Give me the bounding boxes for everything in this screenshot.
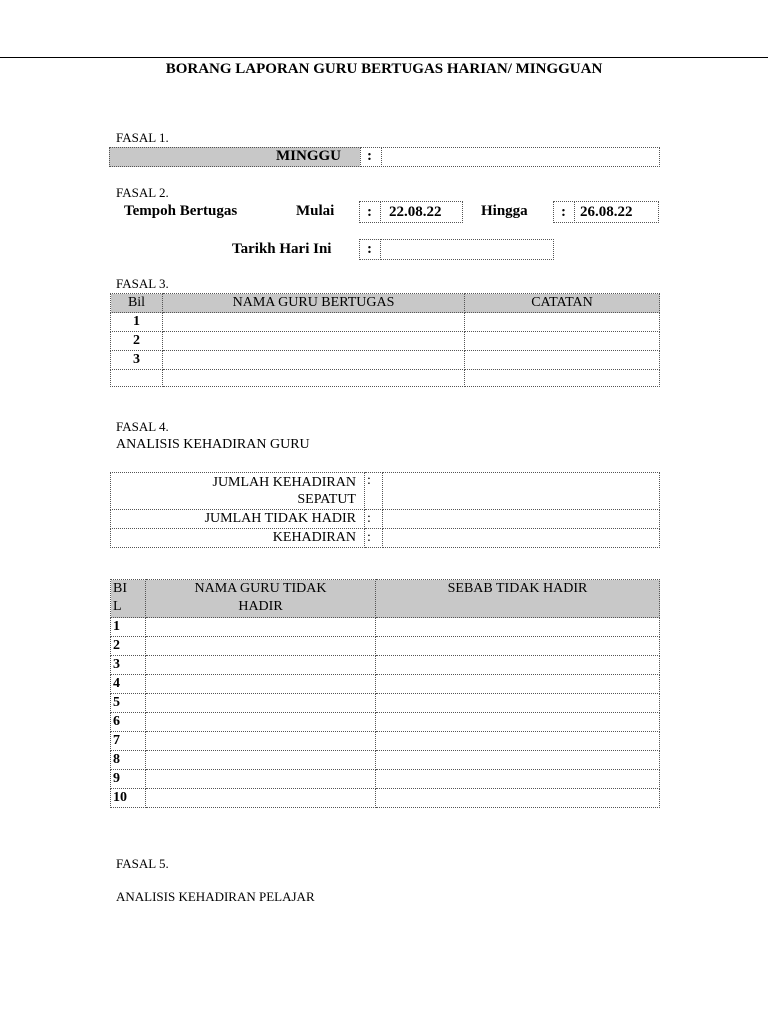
- fasal5-subheading: ANALISIS KEHADIRAN PELAJAR: [116, 889, 315, 904]
- nama-cell[interactable]: [163, 370, 465, 387]
- col-header-bil: Bil: [111, 294, 163, 313]
- nama-cell[interactable]: [146, 618, 376, 637]
- table-row: 2: [111, 637, 660, 656]
- summary-value-cell[interactable]: [383, 510, 660, 529]
- col-header-bil: BI L: [111, 580, 146, 618]
- nama-cell[interactable]: [146, 637, 376, 656]
- guru-bertugas-table: [110, 293, 660, 387]
- nama-cell[interactable]: [146, 789, 376, 808]
- nama-cell[interactable]: [146, 656, 376, 675]
- fasal4-subheading: ANALISIS KEHADIRAN GURU: [116, 437, 310, 452]
- minggu-field[interactable]: [381, 147, 660, 167]
- summary-row: JUMLAH KEHADIRAN SEPATUT :: [111, 473, 660, 510]
- fasal1-heading: FASAL 1.: [116, 130, 169, 145]
- fasal3-heading: FASAL 3.: [116, 276, 169, 291]
- col-header-catatan: CATATAN: [465, 294, 660, 313]
- sebab-cell[interactable]: [376, 732, 660, 751]
- catatan-cell[interactable]: [465, 332, 660, 351]
- table-header-row: [111, 294, 660, 313]
- col-header-nama: NAMA GURU BERTUGAS: [163, 294, 465, 313]
- form-title: BORANG LAPORAN GURU BERTUGAS HARIAN/ MINGGUAN: [165, 61, 603, 77]
- table-row: 5: [111, 694, 660, 713]
- minggu-label: MINGGU: [276, 148, 341, 164]
- table-row: 6: [111, 713, 660, 732]
- hingga-field[interactable]: [574, 201, 659, 223]
- fasal2-heading: FASAL 2.: [116, 185, 169, 200]
- tarikh-label: Tarikh Hari Ini: [232, 241, 332, 257]
- hingga-colon-cell: :: [553, 201, 575, 223]
- mulai-colon-cell: :: [359, 201, 381, 223]
- sebab-cell[interactable]: [376, 694, 660, 713]
- table-row: 2: [111, 332, 660, 351]
- mulai-field[interactable]: [380, 201, 463, 223]
- nama-cell[interactable]: [146, 694, 376, 713]
- table-row: 3: [111, 351, 660, 370]
- catatan-cell[interactable]: [465, 351, 660, 370]
- col-header-nama: NAMA GURU TIDAK HADIR: [146, 580, 376, 618]
- sebab-cell[interactable]: [376, 713, 660, 732]
- kehadiran-summary-table: [110, 472, 660, 548]
- tempoh-label: Tempoh Bertugas: [124, 203, 238, 219]
- sebab-cell[interactable]: [376, 675, 660, 694]
- summary-row: KEHADIRAN :: [111, 529, 660, 548]
- table-row: [111, 370, 660, 387]
- minggu-colon-cell: :: [360, 147, 382, 167]
- nama-cell[interactable]: [163, 351, 465, 370]
- tarikh-colon-cell: :: [359, 239, 381, 260]
- hingga-label: Hingga: [481, 203, 528, 219]
- catatan-cell[interactable]: [465, 370, 660, 387]
- table-row: 3: [111, 656, 660, 675]
- nama-cell[interactable]: [146, 770, 376, 789]
- fasal5-heading: FASAL 5.: [116, 856, 169, 871]
- table-row: 7: [111, 732, 660, 751]
- mulai-value: 22.08.22: [389, 204, 442, 220]
- table-row: 1: [111, 313, 660, 332]
- sebab-cell[interactable]: [376, 751, 660, 770]
- table-row: 8: [111, 751, 660, 770]
- nama-cell[interactable]: [146, 751, 376, 770]
- nama-cell[interactable]: [163, 332, 465, 351]
- guru-tidak-hadir-table: [110, 579, 660, 808]
- nama-cell[interactable]: [146, 732, 376, 751]
- sebab-cell[interactable]: [376, 618, 660, 637]
- table-row: 9: [111, 770, 660, 789]
- catatan-cell[interactable]: [465, 313, 660, 332]
- hingga-value: 26.08.22: [580, 204, 633, 220]
- sebab-cell[interactable]: [376, 770, 660, 789]
- fasal4-heading: FASAL 4.: [116, 419, 169, 434]
- nama-cell[interactable]: [146, 713, 376, 732]
- minggu-row: [109, 147, 659, 167]
- table-row: 4: [111, 675, 660, 694]
- mulai-label: Mulai: [296, 203, 335, 219]
- col-header-sebab: SEBAB TIDAK HADIR: [376, 580, 660, 618]
- table-header-row: [111, 580, 660, 618]
- tarikh-field[interactable]: [380, 239, 554, 260]
- nama-cell[interactable]: [163, 313, 465, 332]
- sebab-cell[interactable]: [376, 656, 660, 675]
- summary-value-cell[interactable]: [383, 529, 660, 548]
- table-row: 1: [111, 618, 660, 637]
- table-row: 10: [111, 789, 660, 808]
- sebab-cell[interactable]: [376, 789, 660, 808]
- sebab-cell[interactable]: [376, 637, 660, 656]
- summary-value-cell[interactable]: [383, 473, 660, 510]
- top-rule: [0, 57, 768, 58]
- nama-cell[interactable]: [146, 675, 376, 694]
- summary-row: JUMLAH TIDAK HADIR :: [111, 510, 660, 529]
